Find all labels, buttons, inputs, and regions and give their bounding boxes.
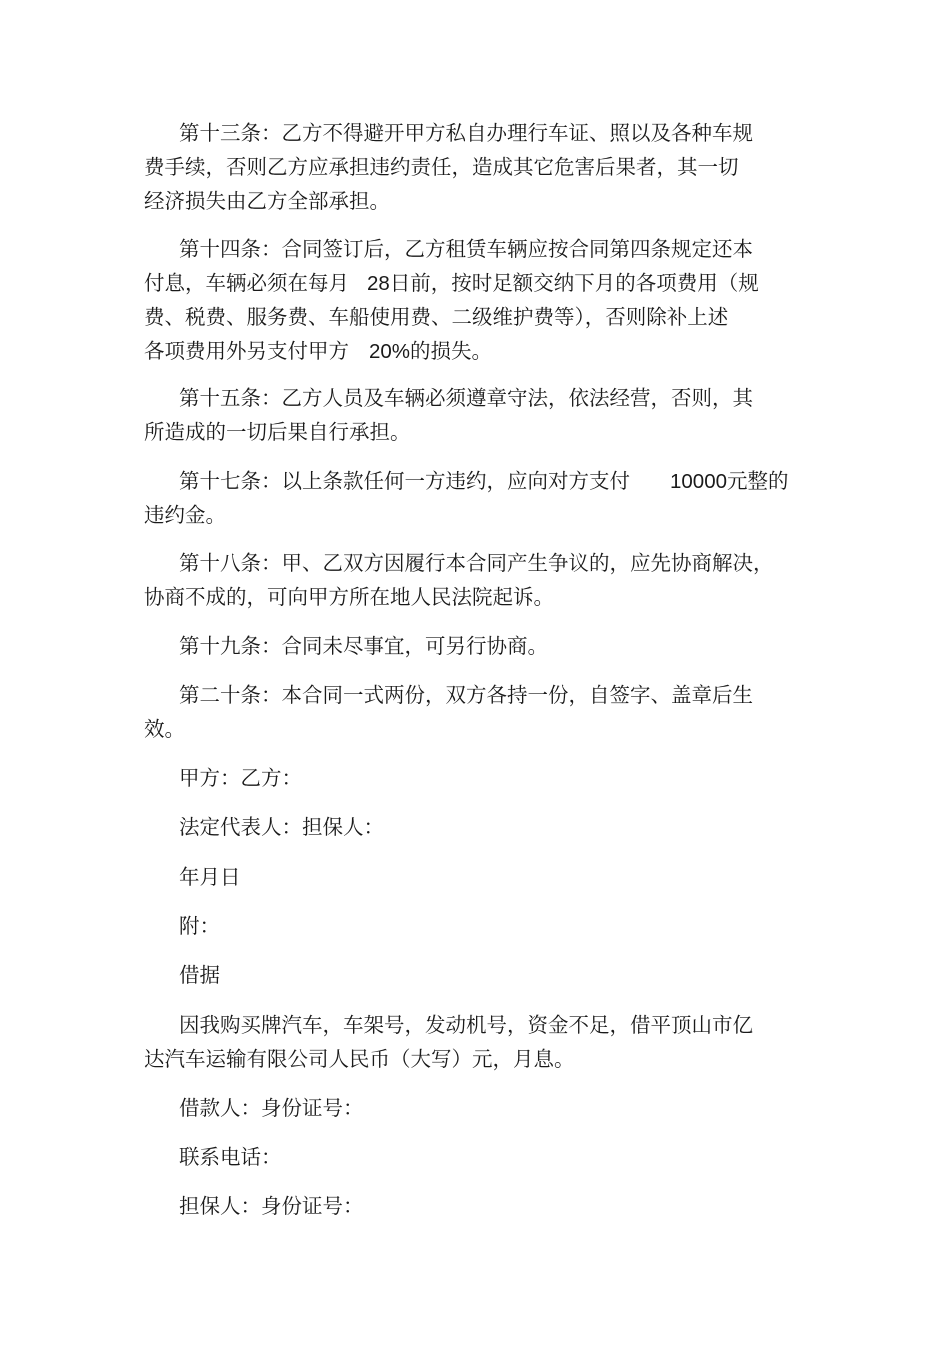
signature-representatives [0,810,950,844]
loan-borrower-line: 借款人：身份证号： [179,1096,364,1120]
clause-14-day-number: 28 [367,272,390,295]
attachment-label-line: 附： [179,914,220,938]
signature-parties-line: 甲方：乙方： [179,766,302,790]
loan-phone [0,1140,950,1174]
signature-date-line: 年月日 [179,865,241,889]
loan-phone-line: 联系电话： [179,1145,282,1169]
clause-14-line-2-c: 日前，按时足额交纳下月的各项费用（规 [389,271,759,295]
clause-17 [0,464,950,532]
loan-body-line-1: 因我购买牌汽车，车架号，发动机号，资金不足，借平顶山市亿 [179,1013,753,1037]
clause-13-line-1: 第十三条：乙方不得避开甲方私自办理行车证、照以及各种车规 [179,121,753,145]
loan-borrower [0,1091,950,1125]
clause-18 [0,546,950,614]
clause-17-line-1-a: 第十七条：以上条款任何一方违约，应向对方支付 [179,469,630,493]
clause-13-line-2: 费手续，否则乙方应承担违约责任，造成其它危害后果者，其一切 [144,155,739,179]
clause-14-percent: 20% [369,340,411,363]
clause-19 [0,629,950,663]
attachment-label [0,909,950,943]
loan-guarantor-line: 担保人：身份证号： [179,1194,364,1218]
clause-14-line-2 [0,266,950,300]
clause-20-line-2: 效。 [144,717,185,741]
clause-17-line-2: 违约金。 [144,503,226,527]
loan-body [0,1008,950,1076]
clause-14-line-4-c: 的损失。 [410,339,493,363]
clause-18-line-1: 第十八条：甲、乙双方因履行本合同产生争议的，应先协商解决， [179,551,774,575]
clause-20-line-1: 第二十条：本合同一式两份，双方各持一份，自签字、盖章后生 [179,683,753,707]
clause-13-line-3: 经济损失由乙方全部承担。 [144,189,390,213]
clause-17-line-1-c: 元整的 [727,469,789,493]
clause-14-line-4-a: 各项费用外另支付甲方 [144,339,349,363]
clause-17-amount: 10000 [670,470,728,493]
clause-19-line-1: 第十九条：合同未尽事宜，可另行协商。 [179,634,548,658]
loan-guarantor [0,1189,950,1223]
clause-20 [0,678,950,746]
clause-17-line-1 [0,464,950,498]
clause-13 [0,116,950,218]
clause-18-line-2: 协商不成的，可向甲方所在地人民法院起诉。 [144,585,554,609]
loan-title-line: 借据 [179,963,220,987]
clause-14 [0,232,950,368]
clause-15-line-2: 所造成的一切后果自行承担。 [144,420,411,444]
signature-date [0,860,950,894]
clause-15-line-1: 第十五条：乙方人员及车辆必须遵章守法，依法经营，否则，其 [179,386,753,410]
clause-14-line-1: 第十四条：合同签订后，乙方租赁车辆应按合同第四条规定还本 [179,237,753,261]
clause-14-line-4 [0,334,950,368]
loan-title [0,958,950,992]
clause-14-line-3: 费、税费、服务费、车船使用费、二级维护费等），否则除补上述 [144,305,729,329]
signature-representatives-line: 法定代表人：担保人： [179,815,384,839]
loan-body-line-2: 达汽车运输有限公司人民币（大写）元，月息。 [144,1047,575,1071]
clause-15 [0,381,950,449]
clause-14-line-2-a: 付息，车辆必须在每月 [144,271,349,295]
signature-parties [0,761,950,795]
